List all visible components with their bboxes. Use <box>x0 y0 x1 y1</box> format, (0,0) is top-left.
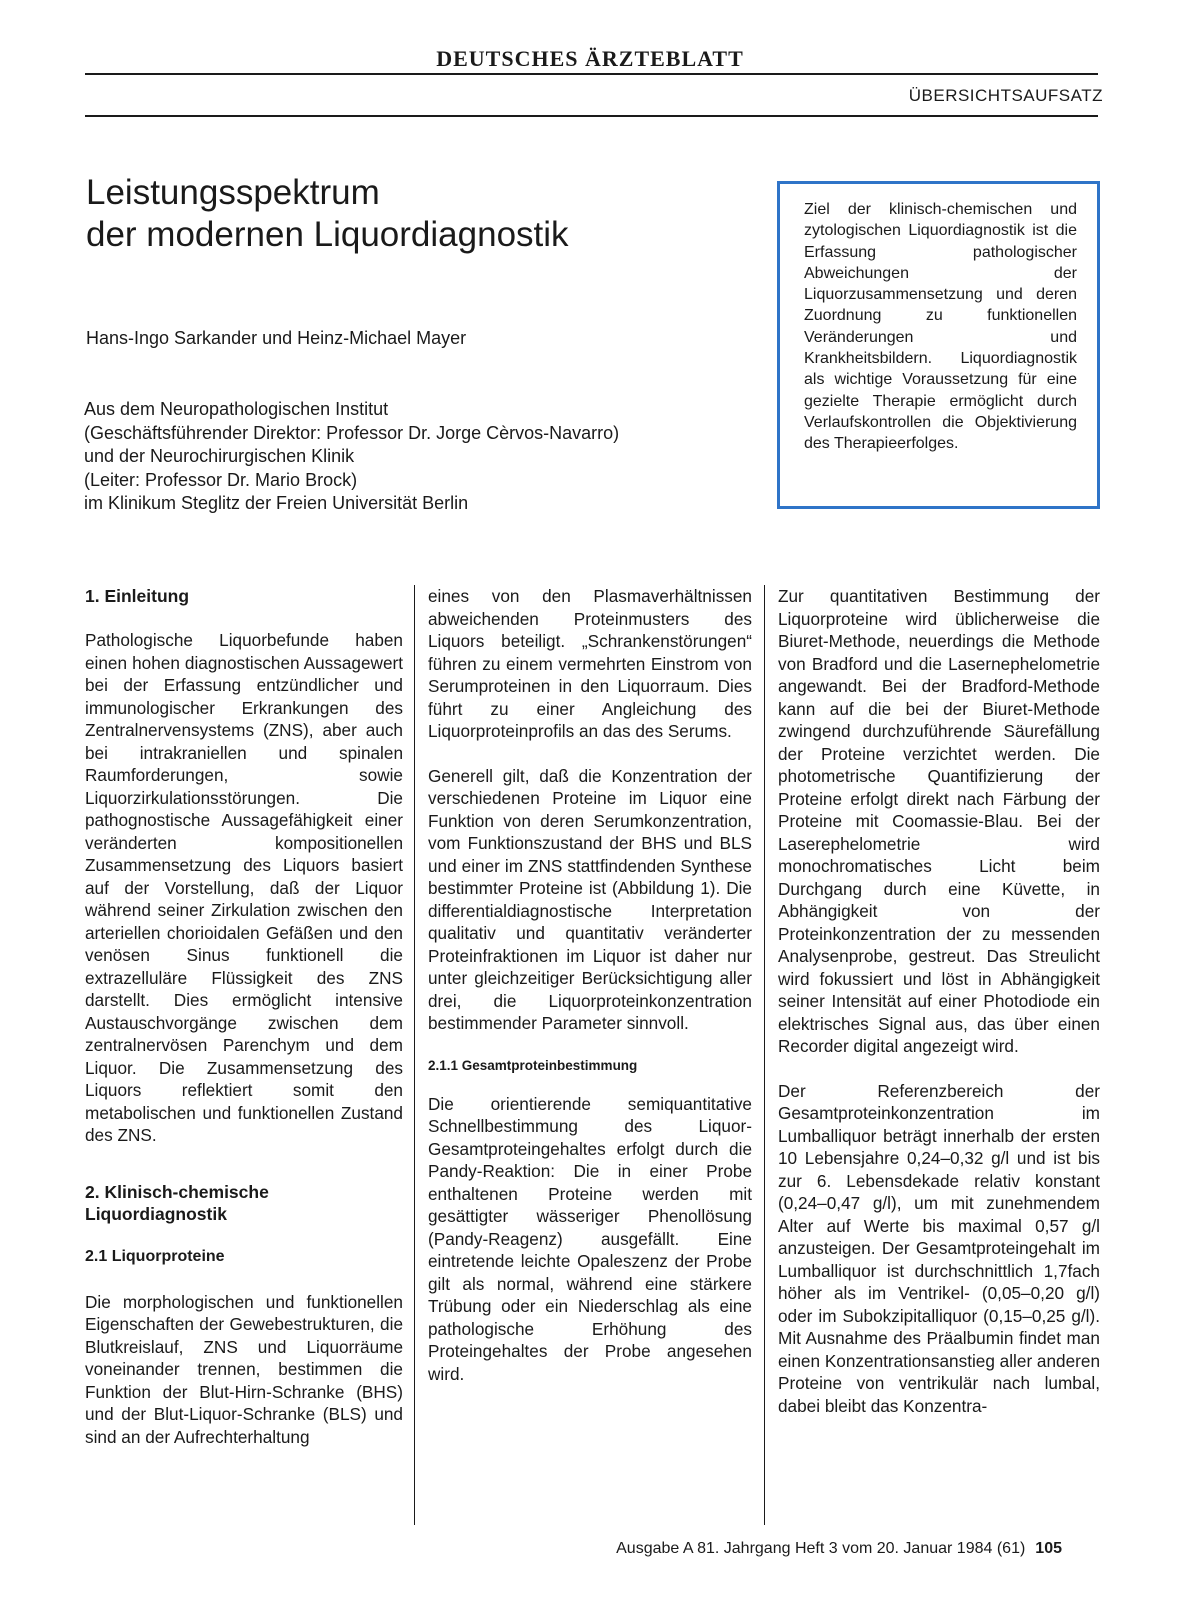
subsubsection-heading-gesamtprotein: 2.1.1 Gesamtproteinbestimmung <box>428 1057 638 1073</box>
affiliation-line-1: Aus dem Neuropathologischen Institut <box>84 399 389 419</box>
section-label: ÜBERSICHTSAUFSATZ <box>908 86 1103 105</box>
article-title <box>86 172 746 256</box>
paragraph: Die orientierende semiquantitative Schnellbestimmung des Liquor-Gesamtproteingehaltes erfolgt durch die Pandy-Reaktion: Die in einer Probe enthaltenen Proteine werden mit gesättigter wässeriger Phenollösung (Pandy-Reagenz) ausgefällt. Eine eintretende leichte Opaleszenz der Probe gilt als normal, während eine stärkere Trübung oder ein Niederschlag als eine pathologische Erhöhung des Proteingehaltes der Probe angesehen wird. <box>428 1093 752 1384</box>
body-column-2 <box>428 585 752 1407</box>
paragraph: Pathologische Liquorbefunde haben einen hohen diagnostischen Aussagewert bei der Erfassung entzündlicher und immunologischer Erkrankungen des Zentralnervensystems (ZNS), aber auch bei intrakraniellen und spinalen Raumforderungen, sowie Liquorzirkulationsstörungen. Die pathognostische Aussagefähigkeit einer veränderten kompositionellen Zusammensetzung des Liquors basiert auf der Vorstellung, daß der Liquor während seiner Zirkulation zwischen den arteriellen chorioidalen Gefäßen und den venösen Sinus funktionell die extrazelluläre Flüssigkeit des ZNS darstellt. Dies ermöglicht intensive Austauschvorgänge zwischen dem zentralnervösen Parenchym und dem Liquor. Die Zusammensetzung des Liquors reflektiert somit den metabolischen und funktionellen Zustand des ZNS. <box>85 630 403 1145</box>
paragraph: Zur quantitativen Bestimmung der Liquorproteine wird üblicherweise die Biuret-Methode, neuerdings die Methode von Bradford und die Lasernephelometrie angewandt. Bei der Bradford-Methode kann auf die bei der Biuret-Methode zwingend durchzuführende Säurefällung der Proteine verzichtet werden. Die photometrische Quantifizierung der Proteine erfolgt direkt nach Färbung der Proteine mit Coomassie-Blau. Bei der Laserephelometrie wird monochromatisches Licht beim Durchgang durch eine Küvette, in Abhängigkeit von der Proteinkonzentration der zu messenden Analysenprobe, gestreut. Das Streulicht wird fokussiert und löst in Abhängigkeit seiner Intensität auf einer Photodiode ein elektrisches Signal aus, das über einen Recorder digital angezeigt wird. <box>778 586 1100 1056</box>
issue-info: Ausgabe A 81. Jahrgang Heft 3 vom 20. Januar 1984 (61) <box>616 1540 1026 1557</box>
heading-line: 2. Klinisch-chemische <box>85 1181 269 1202</box>
journal-masthead: DEUTSCHES ÄRZTEBLATT <box>436 46 744 71</box>
masthead-rule-top <box>85 73 1098 75</box>
affiliation-line-5: im Klinikum Steglitz der Freien Universität Berlin <box>84 493 469 513</box>
title-line-2: der modernen Liquordiagnostik <box>86 215 569 254</box>
paragraph: Der Referenzbereich der Gesamtproteinkonzentration im Lumballiquor beträgt innerhalb der ersten 10 Lebensjahre 0,24–0,32 g/l und ist bis zur 6. Lebensdekade relativ konstant (0,24–0,47 g/l), um mit zunehmendem Alter auf Werte bis maximal 0,57 g/l anzusteigen. Der Gesamtproteingehalt im Lumballiquor ist durchschnittlich 1,7fach höher als im Ventrikel- (0,05–0,20 g/l) oder im Subokzipitalliquor (0,15–0,25 g/l). Mit Ausnahme des Präalbumin findet man einen Konzentrationsanstieg aller anderen Proteine von ventrikulär nach lumbal, dabei bleibt das Konzentra- <box>778 1080 1101 1416</box>
body-column-3 <box>778 585 1100 1439</box>
page-number: 105 <box>1035 1540 1062 1557</box>
column-divider-1 <box>414 585 415 1525</box>
article-affiliation <box>84 398 619 516</box>
title-line-1: Leistungsspektrum <box>86 173 380 212</box>
abstract-text: Ziel der klinisch-chemischen und zytologischen Liquordiagnostik ist die Erfassung pathologischer Abweichungen der Liquorzusammensetzung und deren Zuordnung zu funktionellen Veränderungen und Krankheitsbildern. Liquordiagnostik als wichtige Voraussetzung für eine gezielte Therapie ermöglicht durch Verlaufskontrollen die Objektivierung des Therapieerfolges. <box>804 201 1077 453</box>
heading-line: Liquordiagnostik <box>85 1203 227 1224</box>
affiliation-line-4: (Leiter: Professor Dr. Mario Brock) <box>84 469 358 490</box>
section-heading-klinisch-chemische <box>85 1181 403 1225</box>
paragraph: eines von den Plasmaverhältnissen abweichenden Proteinmusters des Liquors beteiligt. „Schrankenstörungen“ führen zu einem vermehrten Einstrom von Serumproteinen in den Liquorraum. Dies führt zu einer Angleichung des Liquorproteinprofils an das des Serums. <box>428 586 752 741</box>
paragraph: Generell gilt, daß die Konzentration der verschiedenen Proteine im Liquor eine Funktion von deren Serumkonzentration, vom Funktionszustand der BHS und BLS und einer im ZNS stattfindenden Synthese bestimmter Proteine ist (Abbildung 1). Die differentialdiagnostische Interpretation qualitativ und quantitativ veränderter Proteinfraktionen im Liquor ist daher nur unter gleichzeitiger Berücksichtigung aller drei, die Liquorproteinkonzentration bestimmender Parameter sinnvoll. <box>428 765 752 1033</box>
article-authors: Hans-Ingo Sarkander und Heinz-Michael Mayer <box>86 328 467 348</box>
affiliation-line-2: (Geschäftsführender Direktor: Professor Dr. Jorge Cèrvos-Navarro) <box>84 422 620 443</box>
affiliation-line-3: und der Neurochirurgischen Klinik <box>84 446 355 466</box>
column-divider-2 <box>764 585 765 1525</box>
abstract-box <box>777 181 1100 509</box>
masthead-rule-bottom <box>85 115 1098 117</box>
subsection-heading-liquorproteine: 2.1 Liquorproteine <box>85 1247 225 1265</box>
page-footer <box>85 1540 1062 1558</box>
paragraph: Die morphologischen und funktionellen Eigenschaften der Gewebestrukturen, die Blutkreislauf, ZNS und Liquorräume voneinander trennen, bestimmen die Funktion der Blut-Hirn-Schranke (BHS) und der Blut-Liquor-Schranke (BLS) und sind an der Aufrechterhaltung <box>85 1291 403 1447</box>
section-heading-einleitung: 1. Einleitung <box>85 586 190 606</box>
body-column-1 <box>85 585 403 1470</box>
